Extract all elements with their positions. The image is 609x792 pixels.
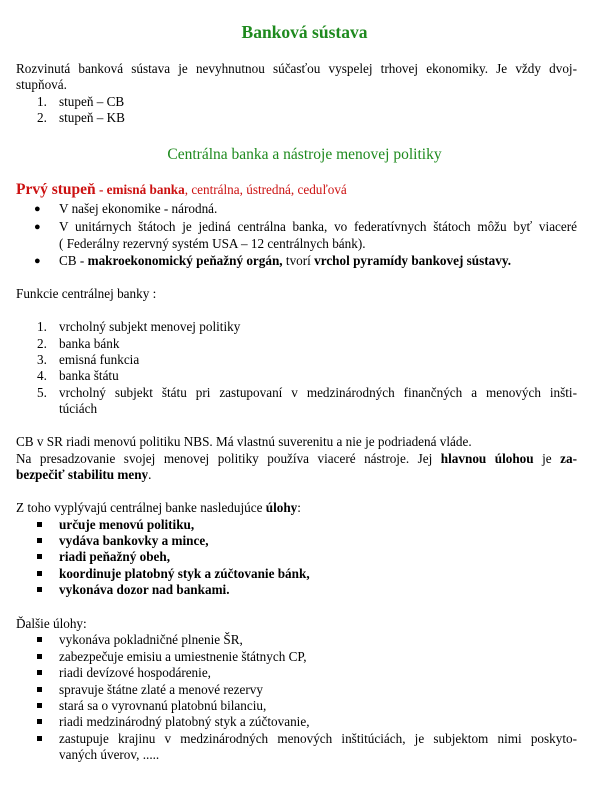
list-item <box>0 385 609 401</box>
list-number: 2. <box>37 110 47 125</box>
cb-sr-line: Na presadzovanie svojej menovej politiky používa viaceré nástroje. Jej hlavnou úlohou je za- <box>16 451 577 466</box>
cb-sr-line: bezpečiť stabilitu meny. <box>16 467 152 482</box>
list-item <box>0 368 609 384</box>
bullet-icon: ● <box>34 203 41 215</box>
list-item <box>0 110 609 126</box>
list-item <box>0 649 609 665</box>
list-item <box>0 549 609 565</box>
square-bullet-icon <box>37 654 42 659</box>
square-bullet-icon <box>37 538 42 543</box>
list-item-text: stupeň – KB <box>59 110 125 125</box>
list-item <box>0 714 609 730</box>
list-item-text: vrcholný subjekt štátu pri zastupovaní v medzinárodných finančných a menových inšti- <box>59 385 577 400</box>
square-bullet-icon <box>37 670 42 675</box>
list-item-text: stupeň – CB <box>59 94 125 109</box>
list-number: 2. <box>37 336 47 351</box>
list-item-text: V unitárnych štátoch je jediná centrálna banka, vo federatívnych štátoch môžu byť viaceré <box>59 219 577 234</box>
list-item <box>0 698 609 714</box>
list-item-text: zastupuje krajinu v medzinárodných menových inštitúciách, je subjektom nimi poskyto- <box>59 731 577 746</box>
list-item-text: vrcholný subjekt menovej politiky <box>59 319 241 334</box>
heading-rest: , centrálna, ústredná, ceduľová <box>184 182 347 197</box>
list-item-text: vydáva bankovky a mince, <box>59 533 209 548</box>
list-item <box>0 336 609 352</box>
list-item <box>0 731 609 747</box>
list-item-continuation <box>0 747 609 763</box>
ulohy-intro: Z toho vyplývajú centrálnej banke nasledujúce úlohy: <box>16 500 301 515</box>
list-item-text: ( Federálny rezervný systém USA – 12 centrálnych bánk). <box>59 236 366 251</box>
list-item <box>0 533 609 549</box>
list-item-text: V našej ekonomike - národná. <box>59 201 218 216</box>
list-number: 5. <box>37 385 47 400</box>
list-item-text: banka bánk <box>59 336 120 351</box>
list-item <box>0 319 609 335</box>
list-item-text: koordinuje platobný styk a zúčtovanie bánk, <box>59 566 310 581</box>
list-item-text: spravuje štátne zlaté a menové rezervy <box>59 682 263 697</box>
square-bullet-icon <box>37 637 42 642</box>
list-item-text: vykonáva dozor nad bankami. <box>59 582 230 597</box>
list-item-text: banka štátu <box>59 368 119 383</box>
list-item-text: zabezpečuje emisiu a umiestnenie štátnych CP, <box>59 649 307 664</box>
list-item <box>0 94 609 110</box>
list-item-text: riadi devízové hospodárenie, <box>59 665 211 680</box>
intro-line: Rozvinutá banková sústava je nevyhnutnou súčasťou vyspelej trhovej ekonomiky. Je vždy dvoj- <box>16 61 577 76</box>
square-bullet-icon <box>37 703 42 708</box>
heading-strong: Prvý stupeň <box>16 181 96 198</box>
square-bullet-icon <box>37 719 42 724</box>
list-item-text: vykonáva pokladničné plnenie ŠR, <box>59 632 243 647</box>
list-item-text: emisná funkcia <box>59 352 140 367</box>
list-number: 1. <box>37 319 47 334</box>
list-item-continuation <box>0 236 609 252</box>
prvy-stupen-heading <box>16 180 577 200</box>
square-bullet-icon <box>37 522 42 527</box>
list-item <box>0 632 609 648</box>
bullet-icon: ● <box>34 221 41 233</box>
heading-emph: - emisná banka <box>95 182 185 197</box>
square-bullet-icon <box>37 571 42 576</box>
list-item <box>0 219 609 235</box>
square-bullet-icon <box>37 554 42 559</box>
list-item-continuation <box>0 401 609 417</box>
cb-sr-line: CB v SR riadi menovú politiku NBS. Má vlastnú suverenitu a nie je podriadená vláde. <box>16 434 472 449</box>
list-item <box>0 665 609 681</box>
list-item-text: CB - makroekonomický peňažný orgán, tvorí vrchol pyramídy bankovej sústavy. <box>59 253 511 268</box>
list-number: 3. <box>37 352 47 367</box>
list-item-text: vaných úverov, ..... <box>59 747 160 762</box>
list-item <box>0 582 609 598</box>
square-bullet-icon <box>37 687 42 692</box>
list-item-text: stará sa o vyrovnanú platobnú bilanciu, <box>59 698 267 713</box>
list-item-text: riadi peňažný obeh, <box>59 549 171 564</box>
list-item <box>0 253 609 269</box>
list-item <box>0 682 609 698</box>
list-item-text: určuje menovú politiku, <box>59 517 195 532</box>
list-item <box>0 566 609 582</box>
intro-line: stupňová. <box>16 77 67 92</box>
square-bullet-icon <box>37 736 42 741</box>
bullet-icon: ● <box>34 255 41 267</box>
square-bullet-icon <box>37 587 42 592</box>
page-title: Banková sústava <box>241 22 368 42</box>
list-item <box>0 352 609 368</box>
list-number: 4. <box>37 368 47 383</box>
list-number: 1. <box>37 94 47 109</box>
section-title: Centrálna banka a nástroje menovej politiky <box>167 146 442 163</box>
funkcie-heading: Funkcie centrálnej banky : <box>16 286 157 301</box>
list-item-text: riadi medzinárodný platobný styk a zúčtovanie, <box>59 714 310 729</box>
list-item <box>0 201 609 217</box>
dalsie-heading: Ďalšie úlohy: <box>16 616 87 631</box>
list-item <box>0 517 609 533</box>
list-item-text: túciách <box>59 401 98 416</box>
